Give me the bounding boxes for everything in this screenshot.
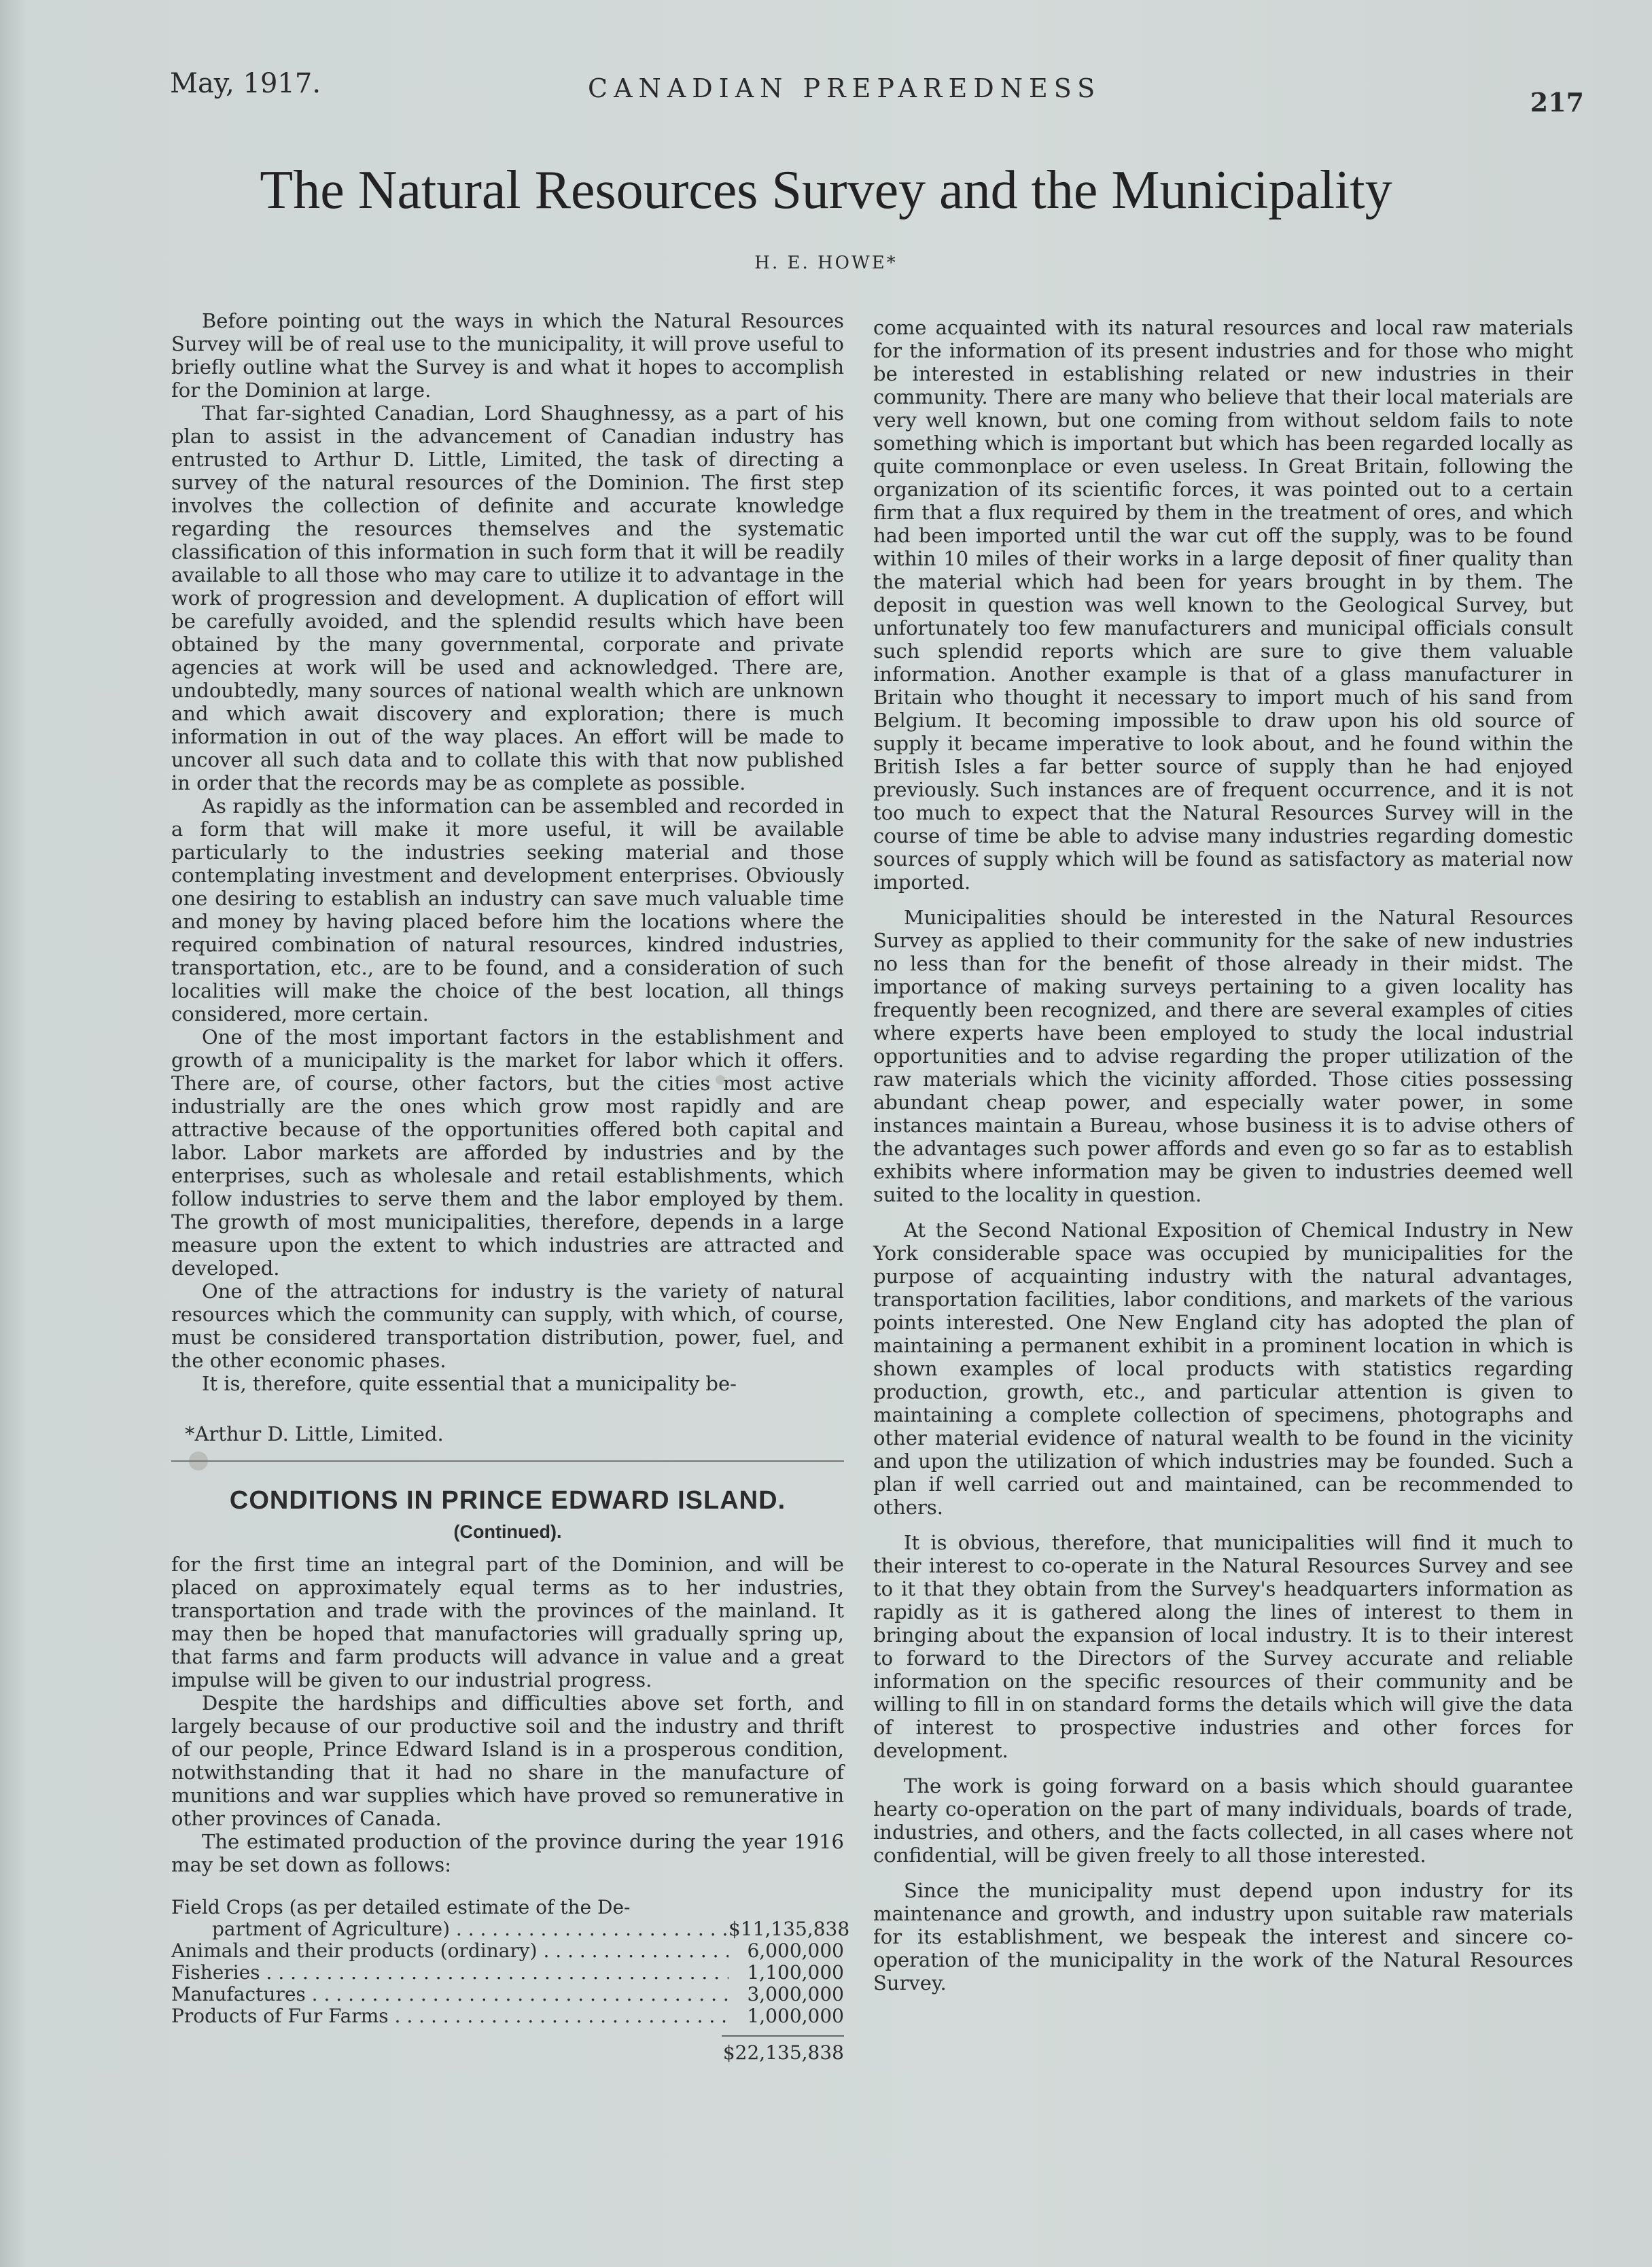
paragraph: Since the municipality must depend upon industry for its maintenance and growth, and industry upon suitable raw materials for its establishment, we bespeak the interest and sincere co-operation of the municipality in the work of the Natural Resources Survey. xyxy=(873,1879,1573,1994)
table-value: 3,000,000 xyxy=(747,1983,844,2005)
paragraph: Municipalities should be interested in the Natural Resources Survey as applied to their community for the sake of new industries no less than for the benefit of those already in their midst. The importance of making surveys pertaining to a given locality has frequently been recognized, and there are several examples of cities where experts have been employed to study the local industrial opportunities and to advise regarding the proper utilization of the raw materials which the vicinity afforded. Those cities possessing abundant cheap power, and especially water power, in some instances maintain a Bureau, whose business it is to advise others of the advantages such power affords and even go so far as to establish exhibits where information may be given to industries deemed well suited to the locality in question. xyxy=(873,906,1573,1206)
article-title: The Natural Resources Survey and the Municipality xyxy=(260,160,1392,220)
footnote: *Arthur D. Little, Limited. xyxy=(185,1422,444,1445)
table-label: Fisheries . . . xyxy=(171,1962,728,1984)
section-subheading: (Continued). xyxy=(453,1522,562,1542)
paragraph: One of the attractions for industry is the variety of natural resources which the community can supply, with which, of course, must be considered transportation distribution, power, fuel, and the other economic phases. xyxy=(171,1280,844,1372)
table-row xyxy=(171,1984,844,2005)
table-label: Field Crops (as per detailed estimate of the De- xyxy=(171,1897,631,1918)
table-label: Products of Fur Farms . . . xyxy=(171,2005,728,2027)
section-heading: CONDITIONS IN PRINCE EDWARD ISLAND. xyxy=(229,1486,786,1515)
table-label: Manufactures . . . xyxy=(171,1984,728,2005)
paragraph: It is obvious, therefore, that municipalities will find it much to their interest to co-operate in the Natural Resources Survey and see to it that they obtain from the Survey's headquarters information as rapidly as it is gathered along the lines of interest to them in bringing about the expansion of local industry. It is to their interest to forward to the Directors of the Survey accurate and reliable information on the specific resources of their community and be willing to fill in on standard forms the details which will give the data of interest to prospective industries and other forces for development. xyxy=(873,1531,1573,1762)
table-value: 1,000,000 xyxy=(747,2005,844,2027)
paragraph: At the Second National Exposition of Chemical Industry in New York considerable space was occupied by municipalities for the purpose of acquainting industry with the natural advantages, transportation facilities, labor conditions, and markets of the various points interested. One New England city has adopted the plan of maintaining a permanent exhibit in a prominent location in which is shown examples of local products with statistics regarding production, growth, etc., and particular attention is given to maintaining a complete collection of specimens, photographs and other material evidence of natural wealth to be found in the vicinity and upon the utilization of which industries may be founded. Such a plan if well carried out and maintained, can be recommended to others. xyxy=(873,1218,1573,1519)
table-row xyxy=(171,1940,844,1962)
table-label: Animals and their products (ordinary) . . . xyxy=(171,1940,728,1962)
table-value: 1,100,000 xyxy=(747,1961,844,1984)
paragraph: come acquainted with its natural resources and local raw materials for the information of its present industries and for those who might be interested in establishing related or new industries in their community. There are many who believe that their local materials are very well known, but one coming from without seldom fails to note something which is important but which has been regarded locally as quite commonplace or even useless. In Great Britain, following the organization of its scientific forces, it was pointed out to a certain firm that a flux required by them in the treatment of ores, and which had been imported until the war cut off the supply, was to be found within 10 miles of their works in a large deposit of finer quality than the material which had been for years brought in by them. The deposit in question was well known to the Geological Survey, but unfortunately too few manufacturers and municipal officials consult such splendid reports which are sure to give them valuable information. Another example is that of a glass manufacturer in Britain who thought it necessary to import much of his sand from Belgium. It becoming impossible to draw upon his old source of supply it became imperative to look about, and he found within the British Isles a far better source of supply than he had enjoyed previously. Such instances are of frequent occurrence, and it is not too much to expect that the Natural Resources Survey will in the course of time be able to advise many industries regarding domestic sources of supply which will be found as satisfactory as material now imported. xyxy=(873,316,1573,894)
paragraph: That far-sighted Canadian, Lord Shaughnessy, as a part of his plan to assist in the advancement of Canadian industry has entrusted to Arthur D. Little, Limited, the task of directing a survey of the natural resources of the Dominion. The first step involves the collection of definite and accurate knowledge regarding the resources themselves and the systematic classification of this information in such form that it will be readily available to all those who may care to utilize it to advantage in the work of progression and development. A duplication of effort will be carefully avoided, and the splendid results which have been obtained by the many governmental, corporate and private agencies at work will be used and acknowledged. There are, undoubtedly, many sources of national wealth which are unknown and which await discovery and exploration; there is much information in out of the way places. An effort will be made to uncover all such data and to collate this with that now published in order that the records may be as complete as possible. xyxy=(171,402,844,794)
paragraph: One of the most important factors in the establishment and growth of a municipality is the market for labor which it offers. There are, of course, other factors, but the cities most active industrially are the ones which grow most rapidly and are attractive because of the opportunities offered both capital and labor. Labor markets are afforded by industries and by the enterprises, such as wholesale and retail establishments, which follow industries to serve them and the labor employed by them. The growth of most municipalities, therefore, depends in a large measure upon the extent to which industries are attracted and developed. xyxy=(171,1025,844,1280)
production-table xyxy=(171,1897,850,2064)
table-row xyxy=(171,2005,844,2027)
page-header xyxy=(170,68,1584,116)
paragraph: The work is going forward on a basis which should guarantee hearty co-operation on the part of many individuals, boards of trade, industries, and others, and the facts collected, in all cases where not confidential, will be given freely to all those interested. xyxy=(873,1774,1573,1867)
table-value: 6,000,000 xyxy=(747,1939,844,1962)
issue-date: May, 1917. xyxy=(170,68,321,99)
paragraph: for the first time an integral part of the Dominion, and will be placed on approximately equal terms as to her industries, transportation and trade with the provinces of the mainland. It may then be hoped that manufactories will gradually spring up, that farms and farm products will advance in value and a great impulse will be given to our industrial progress. xyxy=(171,1553,844,1691)
page-number: 217 xyxy=(1530,87,1584,118)
journal-title: CANADIAN PREPAREDNESS xyxy=(588,73,1102,103)
right-column xyxy=(873,316,1573,2007)
table-value: $11,135,838 xyxy=(728,1918,850,1940)
table-label: partment of Agriculture) . . . xyxy=(212,1918,728,1940)
total-rule xyxy=(722,2035,844,2037)
paragraph: Despite the hardships and difficulties above set forth, and largely because of our productive soil and the industry and thrift of our people, Prince Edward Island is in a prosperous condition, notwithstanding that it had no share in the manufacture of munitions and war supplies which have proved so remunerative in other provinces of Canada. xyxy=(171,1691,844,1830)
table-row xyxy=(171,1897,844,1918)
paper-blemish xyxy=(716,1075,725,1085)
paragraph: It is, therefore, quite essential that a municipality be- xyxy=(202,1372,737,1395)
paragraph: Before pointing out the ways in which the Natural Resources Survey will be of real use to the municipality, it will prove useful to briefly outline what the Survey is and what it hopes to accomplish for the Dominion at large. xyxy=(171,309,844,402)
table-row xyxy=(171,1962,844,1984)
table-total: $22,135,838 xyxy=(722,2041,844,2064)
left-column xyxy=(171,309,850,2064)
section-divider xyxy=(171,1460,844,1462)
article-author: H. E. HOWE* xyxy=(754,253,898,273)
paragraph: The estimated production of the province during the year 1916 may be set down as follows: xyxy=(171,1830,844,1876)
paper-blemish xyxy=(189,1452,208,1471)
paragraph: As rapidly as the information can be assembled and recorded in a form that will make it more useful, it will be available particularly to the industries seeking material and those contemplating investment and development enterprises. Obviously one desiring to establish an industry can save much valuable time and money by having placed before him the locations where the required combination of natural resources, kindred industries, transportation, etc., are to be found, and a consideration of such localities will make the choice of the best location, all things considered, more certain. xyxy=(171,794,844,1025)
table-row xyxy=(171,1918,850,1940)
